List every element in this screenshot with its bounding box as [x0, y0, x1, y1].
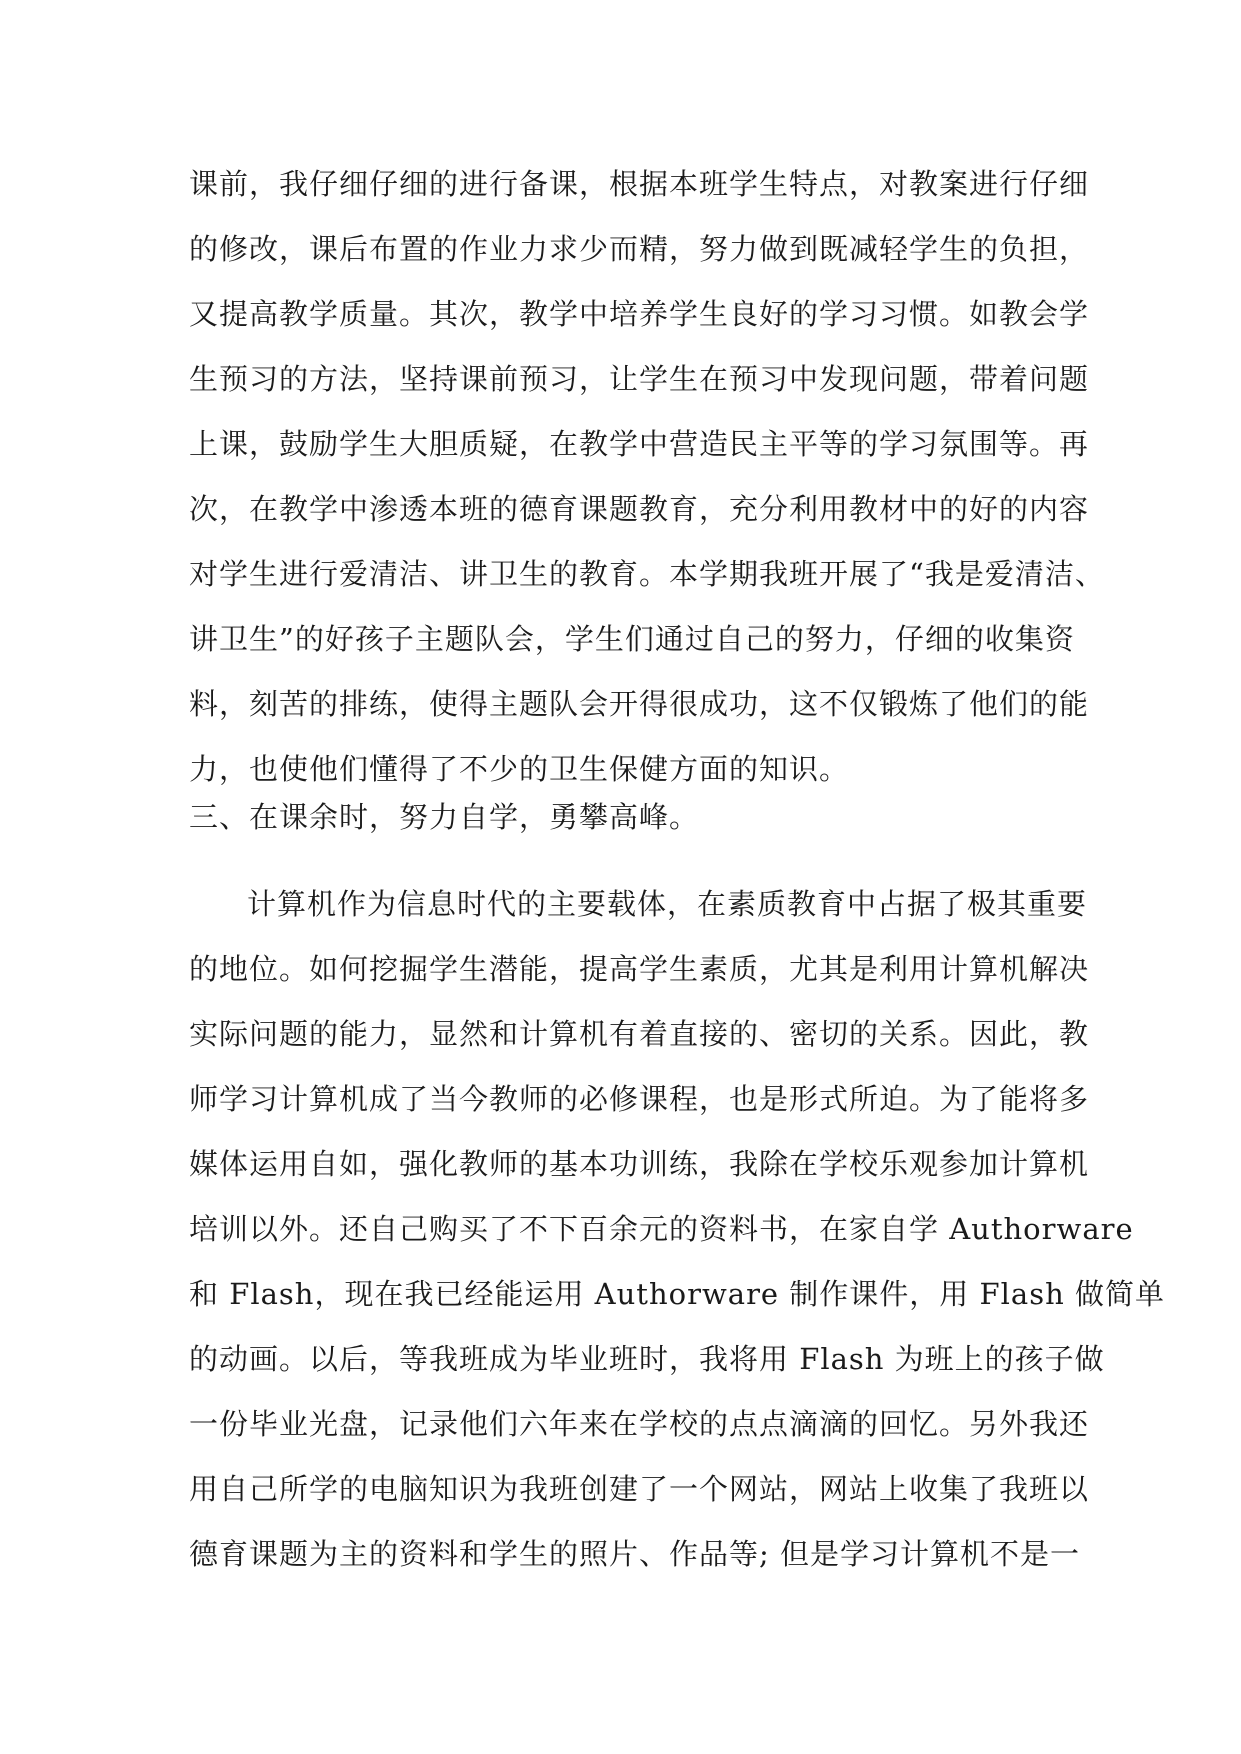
text-line: 媒体运用自如，强化教师的基本功训练，我除在学校乐观参加计算机 [189, 1147, 1090, 1181]
text-line: 师学习计算机成了当今教师的必修课程，也是形式所迫。为了能将多 [189, 1082, 1090, 1116]
text-line: 培训以外。还自己购买了不下百余元的资料书，在家自学 Authorware [189, 1212, 1134, 1246]
paragraph-teaching-practice [189, 152, 1105, 802]
section-heading-text: 三、在课余时，努力自学，勇攀高峰。 [189, 800, 700, 834]
text-line: 的修改，课后布置的作业力求少而精，努力做到既减轻学生的负担， [189, 232, 1090, 266]
text-line: 对学生进行爱清洁、讲卫生的教育。本学期我班开展了“我是爱清洁、 [189, 557, 1105, 591]
text-line: 又提高教学质量。其次，教学中培养学生良好的学习习惯。如教会学 [189, 297, 1090, 331]
paragraph-self-study [189, 872, 1165, 1587]
text-line: 实际问题的能力，显然和计算机有着直接的、密切的关系。因此，教 [189, 1017, 1090, 1051]
text-line: 计算机作为信息时代的主要载体，在素质教育中占据了极其重要 [247, 887, 1088, 921]
text-line: 次，在教学中渗透本班的德育课题教育，充分利用教材中的好的内容 [189, 492, 1090, 526]
text-line: 力，也使他们懂得了不少的卫生保健方面的知识。 [189, 752, 850, 786]
text-line: 上课，鼓励学生大胆质疑，在教学中营造民主平等的学习氛围等。再 [189, 427, 1090, 461]
text-line: 课前，我仔细仔细的进行备课，根据本班学生特点，对教案进行仔细 [189, 167, 1090, 201]
text-line: 和 Flash，现在我已经能运用 Authorware 制作课件，用 Flash 做简单 [189, 1277, 1165, 1311]
text-line: 用自己所学的电脑知识为我班创建了一个网站，网站上收集了我班以 [189, 1472, 1090, 1506]
text-line: 德育课题为主的资料和学生的照片、作品等; 但是学习计算机不是一 [189, 1537, 1080, 1571]
text-line: 的动画。以后，等我班成为毕业班时，我将用 Flash 为班上的孩子做 [189, 1342, 1105, 1376]
text-line: 生预习的方法，坚持课前预习，让学生在预习中发现问题，带着问题 [189, 362, 1090, 396]
text-line: 料，刻苦的排练，使得主题队会开得很成功，这不仅锻炼了他们的能 [189, 687, 1090, 721]
section-heading [189, 785, 1055, 850]
text-line: 讲卫生”的好孩子主题队会，学生们通过自己的努力，仔细的收集资 [189, 622, 1075, 656]
text-line: 的地位。如何挖掘学生潜能，提高学生素质，尤其是利用计算机解决 [189, 952, 1090, 986]
text-line: 一份毕业光盘，记录他们六年来在学校的点点滴滴的回忆。另外我还 [189, 1407, 1090, 1441]
